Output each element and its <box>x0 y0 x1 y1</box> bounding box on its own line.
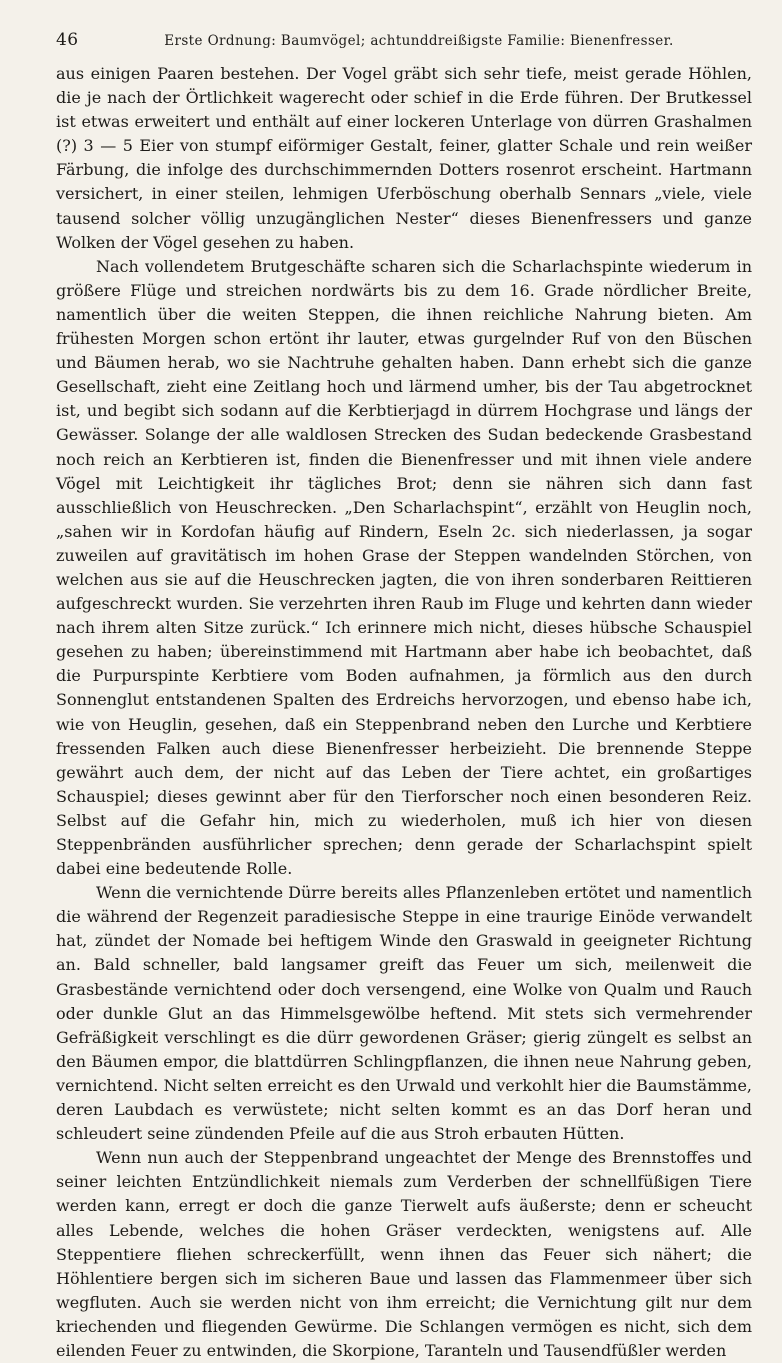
page-number: 46 <box>56 30 79 50</box>
page-header <box>56 30 752 50</box>
paragraph: Wenn die vernichtende Dürre bereits alles Pflanzenleben ertötet und namentlich die während der Regenzeit paradiesische Steppe in eine traurige Einöde verwandelt hat, zündet der Nomade bei heftigem Winde den Graswald in geeigneter Richtung an. Bald schneller, bald langsamer greift das Feuer um sich, meilenweit die Grasbestände vernichtend oder doch versengend, eine Wolke von Qualm und Rauch oder dunkle Glut an das Himmelsgewölbe heftend. Mit stets sich vermehrender Gefräßigkeit verschlingt es die dürr gewordenen Gräser; gierig züngelt es selbst an den Bäumen empor, die blattdürren Schlingpflanzen, die ihnen neue Nahrung geben, vernichtend. Nicht selten erreicht es den Urwald und verkohlt hier die Baumstämme, deren Laubdach es verwüstete; nicht selten kommt es an das Dorf heran und schleudert seine zündenden Pfeile auf die aus Stroh erbauten Hütten. <box>56 883 753 1144</box>
paragraph: Wenn nun auch der Steppenbrand ungeachtet der Menge des Brennstoffes und seiner leichten Entzündlichkeit niemals zum Verderben der schnellfüßigen Tiere werden kann, erregt er doch die ganze Tierwelt aufs äußerste; denn er scheucht alles Lebende, welches die hohen Gräser verdeckten, wenigstens auf. Alle Steppentiere fliehen schreckerfüllt, wenn ihnen das Feuer sich nähert; die Höhlentiere bergen sich im sicheren Baue und lassen das Flammenmeer über sich wegfluten. Auch sie werden nicht von ihm erreicht; die Vernichtung gilt nur dem kriechenden und fliegenden Gewürme. Die Schlangen vermögen es nicht, sich dem eilenden Feuer zu entwinden, die Skorpione, Taranteln und Tausendfüßler werden <box>56 1148 752 1360</box>
paragraph: Nach vollendetem Brutgeschäfte scharen sich die Scharlachspinte wiederum in größere Flüge und streichen nordwärts bis zu dem 16. Grade nördlicher Breite, namentlich über die weiten Steppen, die ihnen reichliche Nahrung bieten. Am frühesten Morgen schon ertönt ihr lauter, etwas gurgelnder Ruf von den Büschen und Bäumen herab, wo sie Nachtruhe gehalten haben. Dann erhebt sich die ganze Gesellschaft, zieht eine Zeitlang hoch und lärmend umher, bis der Tau abgetrocknet ist, und begibt sich sodann auf die Kerbtierjagd in dürrem Hochgrase und längs der Gewässer. Solange der alle waldlosen Strecken des Sudan bedeckende Grasbestand noch reich an Kerbtieren ist, finden die Bienenfresser und mit ihnen viele andere Vögel mit Leichtigkeit ihr tägliches Brot; denn sie nähren sich dann fast ausschließlich von Heuschrecken. „Den Scharlachspint“, erzählt von Heuglin noch, „sahen wir in Kordofan häufig auf Rindern, Eseln 2c. sich niederlassen, ja sogar zuweilen auf gravitätisch im hohen Grase der Steppen wandelnden Störchen, von welchen aus sie auf die Heuschrecken jagten, die von ihren sonderbaren Reittieren aufgeschreckt wurden. Sie verzehrten ihren Raub im Fluge und kehrten dann wieder nach ihrem alten Sitze zurück.“ Ich erinnere mich nicht, dieses hübsche Schauspiel gesehen zu haben; übereinstimmend mit Hartmann aber habe ich beobachtet, daß die Purpurspinte Kerbtiere vom Boden aufnahmen, ja förmlich aus den durch Sonnenglut entstandenen Spalten des Erdreichs hervorzogen, und ebenso habe ich, wie von Heuglin, gesehen, daß ein Steppenbrand neben den Lurche und Kerbtiere fressenden Falken auch diese Bienenfresser herbeizieht. Die brennende Steppe gewährt auch dem, der nicht auf das Leben der Tiere achtet, ein großartiges Schauspiel; dieses gewinnt aber für den Tierforscher noch einen besonderen Reiz. Selbst auf die Gefahr hin, mich zu wiederholen, muß ich hier von diesen Steppenbränden ausführlicher sprechen; denn gerade der Scharlachspint spielt dabei eine bedeutende Rolle. <box>56 256 752 879</box>
body-text <box>56 62 752 1363</box>
running-head: Erste Ordnung: Baumvögel; achtunddreißigste Familie: Bienenfresser. <box>164 33 674 49</box>
paragraph: aus einigen Paaren bestehen. Der Vogel gräbt sich sehr tiefe, meist gerade Höhlen, die je nach der Örtlichkeit wagerecht oder schief in die Erde führen. Der Brutkessel ist etwas erweitert und enthält auf einer lockeren Unterlage von dürren Grashalmen (?) 3 — 5 Eier von stumpf eiförmiger Gestalt, feiner, glatter Schale und rein weißer Färbung, die infolge des durchschimmernden Dotters rosenrot erscheint. Hartmann versichert, in einer steilen, lehmigen Uferböschung oberhalb Sennars „viele, viele tausend solcher völlig unzugänglichen Nester“ dieses Bienenfressers und ganze Wolken der Vögel gesehen zu haben. <box>56 64 752 252</box>
